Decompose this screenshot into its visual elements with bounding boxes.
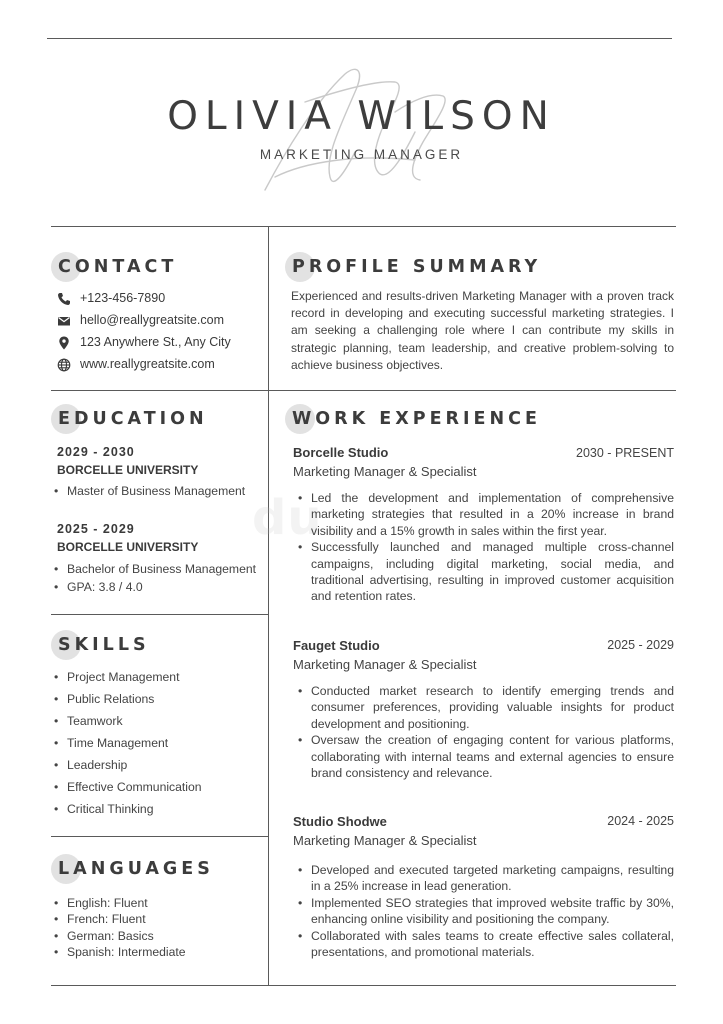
contact-address-value: 123 Anywhere St., Any City <box>80 335 231 349</box>
location-pin-icon <box>57 336 71 350</box>
skill-item: • Time Management <box>67 736 168 750</box>
skill-item: • Leadership <box>67 758 127 772</box>
globe-icon <box>57 358 71 372</box>
column-divider <box>268 226 269 985</box>
job-duty: • Developed and executed targeted marketing campaigns, resulting in a 25% increase in lead generation. <box>311 862 674 895</box>
education-heading-text: EDUCATION <box>58 409 208 429</box>
contact-heading-text: CONTACT <box>58 257 178 277</box>
top-rule <box>47 38 672 39</box>
education-school: BORCELLE UNIVERSITY <box>57 463 199 477</box>
job-period: 2025 - 2029 <box>607 638 674 652</box>
job-duty: • Collaborated with sales teams to create effective sales collateral, presentations, and promotional materials. <box>311 928 674 961</box>
job-duty: • Oversaw the creation of engaging content for various platforms, collaborating with internal teams and external agencies to ensure brand consistency and relevance. <box>311 732 674 781</box>
candidate-name: OLIVIA WILSON <box>167 94 556 139</box>
language-item: • French: Fluent <box>67 912 146 926</box>
job-company: Borcelle Studio <box>293 445 389 460</box>
language-item: • German: Basics <box>67 929 154 943</box>
contact-phone-value: +123-456-7890 <box>80 291 166 305</box>
skill-item: • Teamwork <box>67 714 123 728</box>
job-duty: • Successfully launched and managed multiple cross-channel campaigns, including digital marketing, social media, and traditional advertising, resulting in improved customer acquisition and retention rates. <box>311 539 674 605</box>
left-divider-2 <box>51 614 268 615</box>
candidate-role: MARKETING MANAGER <box>259 147 464 162</box>
skill-item: • Public Relations <box>67 692 154 706</box>
job-position: Marketing Manager & Specialist <box>293 464 477 479</box>
profile-summary: Experienced and results-driven Marketing Manager with a proven track record in developing and executing successful marketing strategies. I am seeking a challenging role where I can contribute my skills in strategic planning, team leadership, and creative problem-solving to achieve business objectives. <box>291 289 674 372</box>
skill-item: • Critical Thinking <box>67 802 153 816</box>
language-item: • English: Fluent <box>67 896 148 910</box>
contact-email-value: hello@reallygreatsite.com <box>80 313 225 327</box>
job-duty: • Implemented SEO strategies that improved website traffic by 30%, enhancing online visibility and positioning the company. <box>311 895 674 928</box>
skill-item: • Project Management <box>67 670 179 684</box>
education-school: BORCELLE UNIVERSITY <box>57 540 199 554</box>
education-years: 2025 - 2029 <box>57 522 135 536</box>
education-years: 2029 - 2030 <box>57 445 135 459</box>
job-duty: • Led the development and implementation of comprehensive marketing strategies that resulted in a 20% increase in brand visibility and a 15% growth in sales within the first year. <box>311 490 674 539</box>
profile-heading-text: PROFILE SUMMARY <box>292 257 542 277</box>
job-duties <box>311 683 674 781</box>
phone-icon <box>57 292 71 306</box>
contact-website-value: www.reallygreatsite.com <box>80 357 215 371</box>
language-item: • Spanish: Intermediate <box>67 945 186 959</box>
job-period: 2030 - PRESENT <box>576 446 674 460</box>
row-divider-1 <box>51 390 676 391</box>
job-period: 2024 - 2025 <box>607 814 674 828</box>
job-duties <box>311 862 674 960</box>
job-position: Marketing Manager & Specialist <box>293 833 477 848</box>
job-duties <box>311 490 674 605</box>
left-divider-3 <box>51 836 268 837</box>
education-item: • Bachelor of Business Management <box>67 562 256 576</box>
skill-item: • Effective Communication <box>67 780 202 794</box>
mail-icon <box>57 314 71 328</box>
skills-heading-text: SKILLS <box>58 635 150 655</box>
education-item: • Master of Business Management <box>67 484 245 498</box>
bottom-rule <box>51 985 676 986</box>
languages-heading-text: LANGUAGES <box>58 859 214 879</box>
job-position: Marketing Manager & Specialist <box>293 657 477 672</box>
work-heading-text: WORK EXPERIENCE <box>292 409 541 429</box>
header-divider <box>51 226 676 227</box>
job-company: Studio Shodwe <box>293 814 387 829</box>
watermark: du <box>252 490 323 546</box>
education-item: • GPA: 3.8 / 4.0 <box>67 580 143 594</box>
job-duty: • Conducted market research to identify emerging trends and consumer preferences, providing valuable insights for product development and positioning. <box>311 683 674 732</box>
job-company: Fauget Studio <box>293 638 380 653</box>
